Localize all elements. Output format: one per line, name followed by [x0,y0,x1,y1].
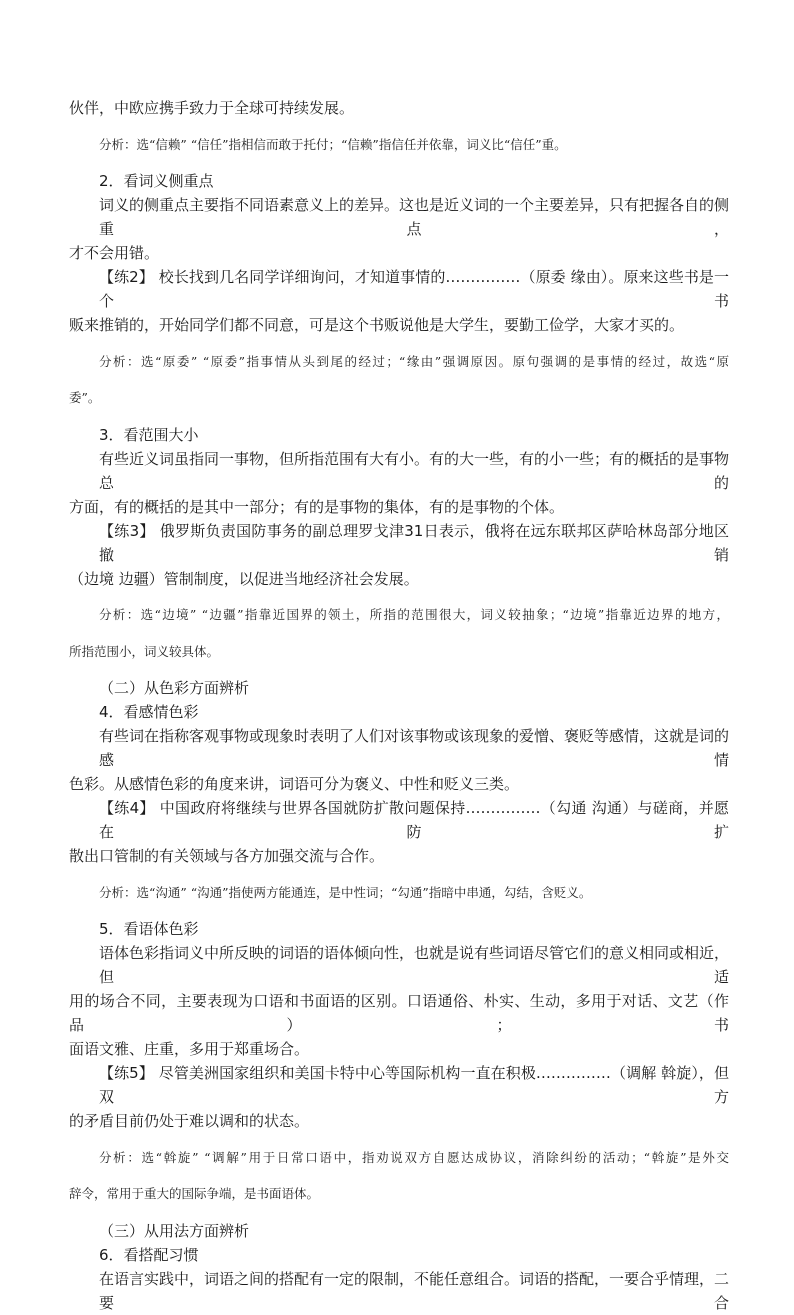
text-line: 有些词在指称客观事物或现象时表明了人们对该事物或该现象的爱憎、褒贬等感情，这就是词的感情 [99,727,730,769]
section-heading: 3．看范围大小 [99,425,199,444]
analysis-line: 分析：选“信赖” “信任”指相信而敢于托付；“信赖”指信任并依靠，词义比“信任”重。 [99,136,567,152]
text-line: 用的场合不同，主要表现为口语和书面语的区别。口语通俗、朴实、生动，多用于对话、文艺（作品）；书 [69,992,729,1034]
text-line: 散出口管制的有关领域与各方加强交流与合作。 [69,847,385,865]
analysis-line: 所指范围小，词义较具体。 [69,643,220,659]
text-line: 才不会用错。 [69,244,160,262]
text-line: 的矛盾目前仍处于难以调和的状态。 [69,1112,310,1130]
analysis-line: 辞令，常用于重大的国际争端，是书面语体。 [69,1186,320,1201]
text-line: 方面，有的概括的是其中一部分；有的是事物的集体，有的是事物的个体。 [69,497,565,516]
exercise-line: 【练5】 尽管美洲国家组织和美国卡特中心等国际机构一直在积极……………（调解 斡旋），但双方 [99,1064,729,1106]
section-heading: （二）从色彩方面辨析 [99,679,250,697]
text-line: 面语文雅、庄重，多用于郑重场合。 [69,1040,310,1058]
text-line: 色彩。从感情色彩的角度来讲，词语可分为褒义、中性和贬义三类。 [69,775,520,793]
exercise-line: 【练3】 俄罗斯负责国防事务的副总理罗戈津31日表示，俄将在远东联邦区萨哈林岛部分地区撤销 [99,521,729,564]
analysis-line: 分析：选“边境” “边疆”指靠近国界的领土，所指的范围很大，词义较抽象；“边境”指靠近边界的地方， [99,607,729,622]
document-body [69,96,729,1315]
text-line: 有些近义词虽指同一事物，但所指范围有大有小。有的大一些，有的小一些；有的概括的是事物总的 [99,449,730,492]
exercise-line: 【练4】 中国政府将继续与世界各国就防扩散问题保持……………（勾通 沟通）与磋商，并愿在防扩 [99,799,729,841]
text-line: 语体色彩指词义中所反映的词语的语体倾向性，也就是说有些词语尽管它们的意义相同或相近，但适 [99,944,730,986]
text-line: 伙伴，中欧应携手致力于全球可持续发展。 [69,99,355,117]
section-heading: 4．看感情色彩 [99,703,199,721]
section-heading: 6．看搭配习惯 [99,1245,199,1264]
exercise-line: 【练2】 校长找到几名同学详细询问，才知道事情的……………（原委 缘由）。原来这些书是一个书 [99,268,729,310]
section-heading: （三）从用法方面辨析 [99,1221,250,1240]
section-heading: 2．看词义侧重点 [99,172,214,190]
text-line: （边境 边疆）管制制度，以促进当地经济社会发展。 [69,569,419,588]
analysis-line: 分析：选“原委” “原委”指事情从头到尾的经过；“缘由”强调原因。原句强调的是事情的经过，故选“原 [99,353,729,369]
text-line: 在语言实践中，词语之间的搭配有一定的限制，不能任意组合。词语的搭配，一要合乎情理，二要合 [99,1269,730,1312]
analysis-line: 分析：选“斡旋” “调解”用于日常口语中，指劝说双方自愿达成协议，消除纠纷的活动；“斡旋”是外交 [99,1149,729,1165]
section-heading: 5．看语体色彩 [99,920,199,938]
analysis-line: 委”。 [69,390,101,405]
analysis-line: 分析：选“沟通” “沟通”指使两方能通连，是中性词；“勾通”指暗中串通，勾结，含贬义。 [99,884,592,900]
text-line: 贩来推销的，开始同学们都不同意，可是这个书贩说他是大学生，要勤工俭学，大家才买的。 [69,316,685,334]
text-line: 词义的侧重点主要指不同语素意义上的差异。这也是近义词的一个主要差异，只有把握各自的侧重点， [99,196,730,238]
